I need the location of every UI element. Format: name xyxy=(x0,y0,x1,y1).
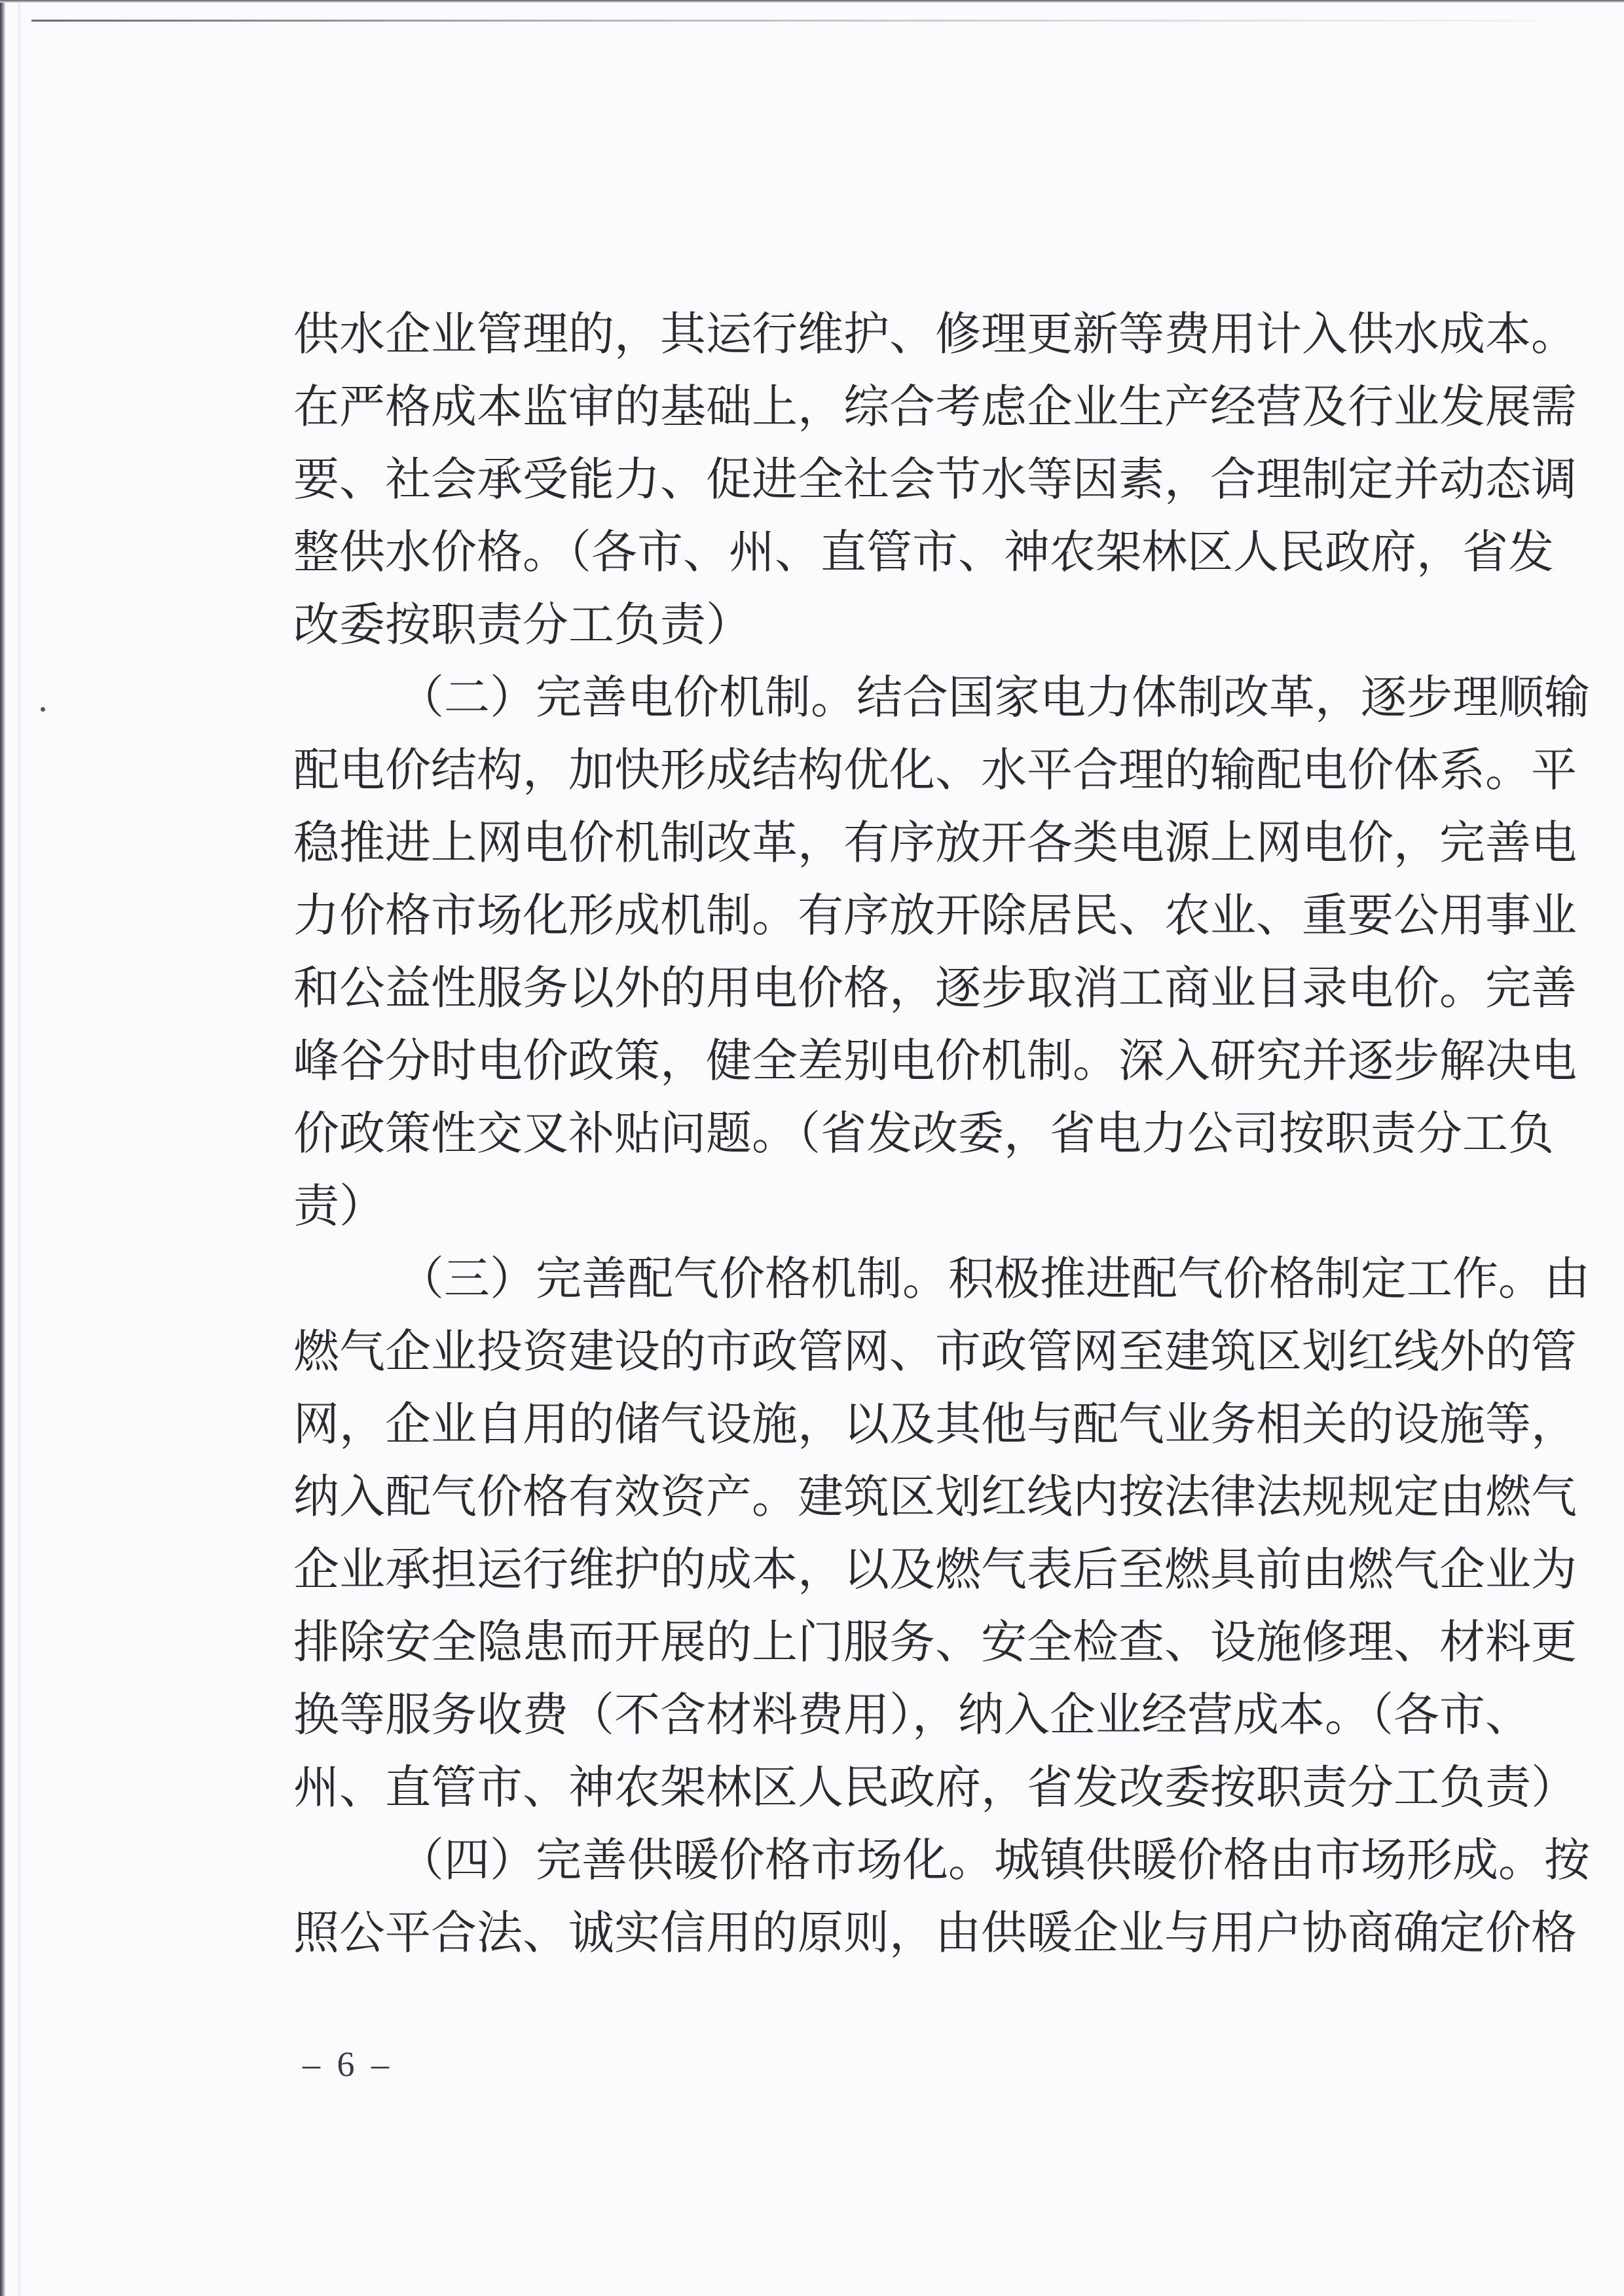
text-line: 和公益性服务以外的用电价格，逐步取消工商业目录电价。完善 xyxy=(293,961,1577,1015)
text-line: 配电价结构，加快形成结构优化、水平合理的输配电价体系。平 xyxy=(293,743,1577,797)
scan-edge-top-inner xyxy=(31,20,1538,22)
text-line: 整供水价格。（各市、州、直管市、神农架林区人民政府，省发 xyxy=(293,525,1554,579)
text-line: 力价格市场化形成机制。有序放开除居民、农业、重要公用事业 xyxy=(293,888,1577,942)
text-line: 纳入配气价格有效资产。建筑区划红线内按法律法规规定由燃气 xyxy=(293,1470,1577,1523)
text-line: 峰谷分时电价政策，健全差别电价机制。深入研究并逐步解决电 xyxy=(293,1034,1577,1087)
text-line: 改委按职责分工负责） xyxy=(293,598,752,651)
paragraph-gas-distribution-price xyxy=(293,1243,1590,1824)
text-line: 燃气企业投资建设的市政管网、市政管网至建筑区划红线外的管 xyxy=(293,1324,1577,1378)
text-line: 稳推进上网电价机制改革，有序放开各类电源上网电价，完善电 xyxy=(293,816,1577,869)
document-body xyxy=(293,298,1590,1969)
scan-speck xyxy=(41,707,45,712)
text-line: 排除安全隐患而开展的上门服务、安全检查、设施修理、材料更 xyxy=(293,1615,1577,1669)
text-line: 州、直管市、神农架林区人民政府，省发改委按职责分工负责） xyxy=(293,1760,1577,1814)
paragraph-electricity-price xyxy=(293,661,1590,1243)
scan-edge-left-inner xyxy=(18,0,20,2296)
text-line: 在严格成本监审的基础上，综合考虑企业生产经营及行业发展需 xyxy=(293,380,1577,433)
text-line: 责） xyxy=(293,1179,385,1233)
section-heading-line: （二）完善电价机制。结合国家电力体制改革，逐步理顺输 xyxy=(398,670,1590,724)
page-number: – 6 – xyxy=(303,2045,393,2084)
scan-edge-top xyxy=(0,0,1624,3)
text-line: 供水企业管理的，其运行维护、修理更新等费用计入供水成本。 xyxy=(293,307,1577,361)
text-line: 要、社会承受能力、促进全社会节水等因素，合理制定并动态调 xyxy=(293,452,1577,506)
paragraph-heating-price xyxy=(293,1824,1590,1969)
text-line: 网，企业自用的储气设施，以及其他与配气业务相关的设施等， xyxy=(293,1397,1577,1451)
section-heading-line: （三）完善配气价格机制。积极推进配气价格制定工作。由 xyxy=(398,1252,1590,1305)
section-heading-line: （四）完善供暖价格市场化。城镇供暖价格由市场形成。按 xyxy=(398,1833,1590,1887)
scan-edge-left xyxy=(0,0,5,2296)
text-line: 价政策性交叉补贴问题。（省发改委，省电力公司按职责分工负 xyxy=(293,1106,1554,1160)
text-line: 企业承担运行维护的成本，以及燃气表后至燃具前由燃气企业为 xyxy=(293,1542,1577,1596)
paragraph-water-price xyxy=(293,298,1577,661)
text-line: 换等服务收费（不含材料费用），纳入企业经营成本。（各市、 xyxy=(293,1688,1531,1741)
text-line: 照公平合法、诚实信用的原则，由供暖企业与用户协商确定价格 xyxy=(293,1906,1577,1959)
